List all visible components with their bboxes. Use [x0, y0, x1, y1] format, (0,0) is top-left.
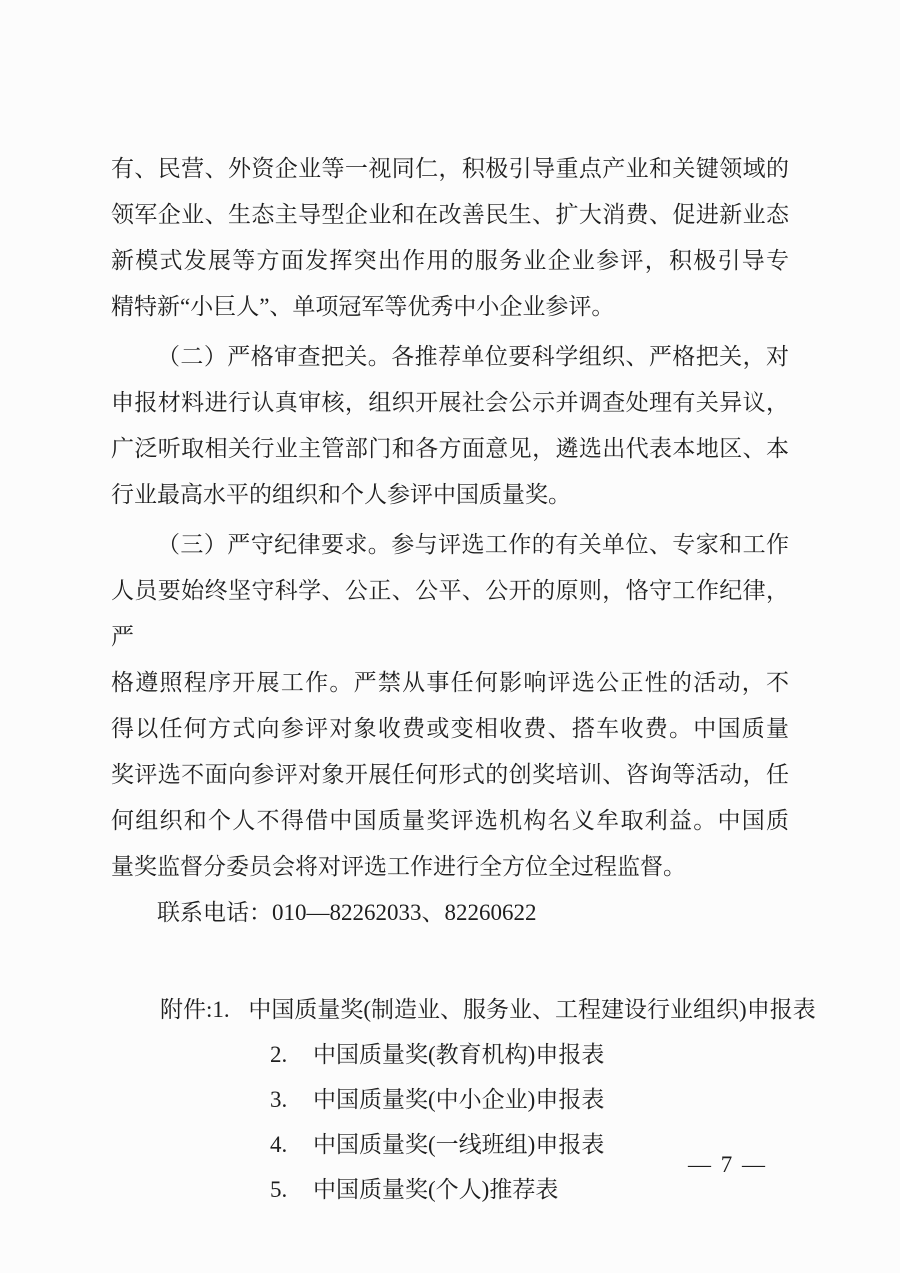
text-line: 精特新“小巨人”、单项冠军等优秀中小企业参评。 — [111, 294, 615, 319]
body-paragraphs — [111, 146, 789, 890]
text-line: 得以任何方式向参评对象收费或变相收费、搭车收费。中国质量 — [111, 716, 789, 741]
document-body — [111, 146, 816, 1212]
attachment-number: 4. — [270, 1132, 288, 1157]
text-line: 量奖监督分委员会将对评选工作进行全方位全过程监督。 — [111, 854, 686, 879]
attachment-number: 3. — [270, 1087, 288, 1112]
contact-phone-line: 联系电话：010—82262033、82260622 — [157, 900, 537, 925]
attachment-number: 1. — [212, 997, 230, 1022]
text-line: 申报材料进行认真审核，组织开展社会公示并调查处理有关异议， — [111, 390, 789, 415]
attachment-item — [111, 1077, 789, 1122]
para-section-2 — [111, 334, 789, 518]
text-line: 有、民营、外资企业等一视同仁，积极引导重点产业和关键领域的 — [111, 156, 789, 181]
attachment-item — [111, 1032, 789, 1077]
text-line: 格遵照程序开展工作。严禁从事任何影响评选公正性的活动，不 — [111, 670, 789, 695]
text-line: （三）严守纪律要求。参与评选工作的有关单位、专家和工作 — [157, 532, 789, 557]
text-line: 领军企业、生态主导型企业和在改善民生、扩大消费、促进新业态 — [111, 202, 789, 227]
attachment-item — [111, 987, 816, 1032]
text-line: （二）严格审查把关。各推荐单位要科学组织、严格把关，对 — [157, 344, 789, 369]
text-line: 奖评选不面向参评对象开展任何形式的创奖培训、咨询等活动，任 — [111, 762, 789, 787]
attachment-number: 5. — [270, 1177, 288, 1202]
text-line: 人员要始终坚守科学、公正、公平、公开的原则，恪守工作纪律，严 — [111, 578, 789, 649]
attachment-number: 2. — [270, 1042, 288, 1067]
para-continuation — [111, 146, 789, 330]
attachment-title: 中国质量奖(一线班组)申报表 — [313, 1132, 605, 1157]
page-number: — 7 — — [688, 1152, 767, 1177]
attachment-title: 中国质量奖(教育机构)申报表 — [313, 1042, 605, 1067]
para-section-3 — [111, 522, 789, 890]
attachment-title: 中国质量奖(制造业、服务业、工程建设行业组织)申报表 — [248, 997, 816, 1022]
attachments-label: 附件: — [160, 997, 213, 1022]
attachment-title: 中国质量奖(中小企业)申报表 — [313, 1087, 605, 1112]
attachment-title: 中国质量奖(个人)推荐表 — [313, 1177, 559, 1202]
text-line: 新模式发展等方面发挥突出作用的服务业企业参评，积极引导专 — [111, 248, 789, 273]
text-line: 行业最高水平的组织和个人参评中国质量奖。 — [111, 482, 571, 507]
text-line: 何组织和个人不得借中国质量奖评选机构名义牟取利益。中国质 — [111, 808, 789, 833]
text-line: 广泛听取相关行业主管部门和各方面意见，遴选出代表本地区、本 — [111, 436, 789, 461]
